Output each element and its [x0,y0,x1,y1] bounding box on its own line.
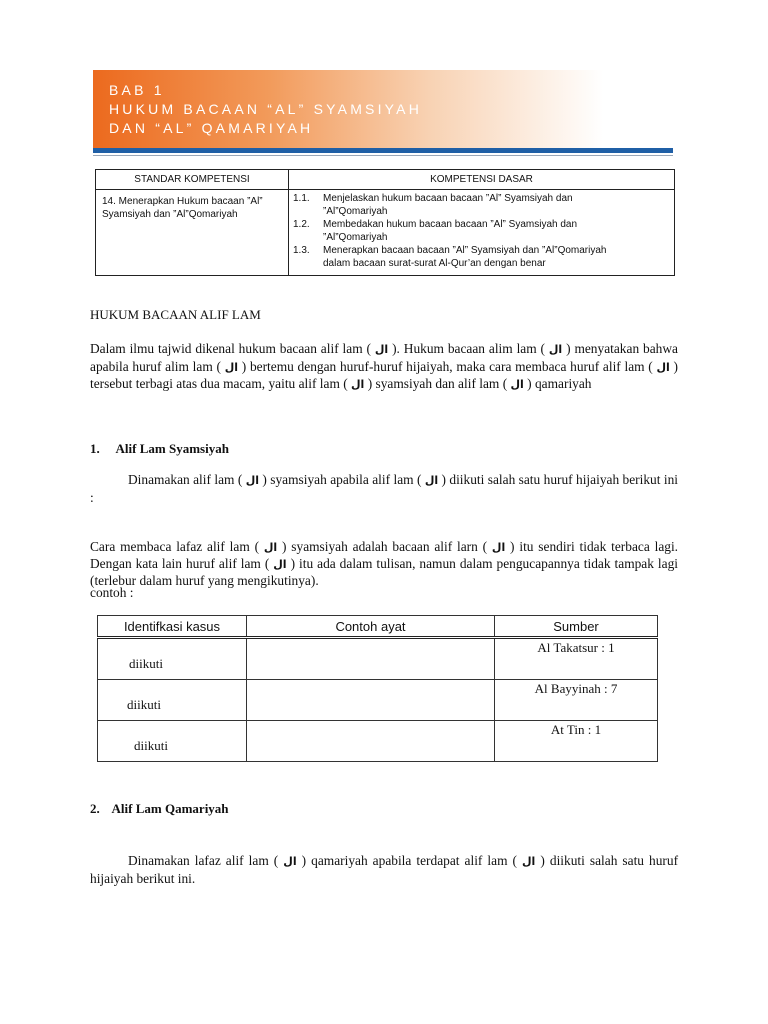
syamsiyah-definition: Dinamakan alif lam ( ال ) syamsiyah apabila alif lam ( ال ) diikuti salah satu huruf hijaiyah berikut ini : [90,472,679,505]
kd-line: ”Al”Qomariyah [323,206,388,217]
kd-line: Membedakan hukum bacaan bacaan ”Al” Syamsiyah dan [323,219,578,230]
qamariyah-text: diikuti salah satu huruf hijaiyah berikut ini. [90,853,679,886]
table-row [98,680,658,721]
kd-text [323,218,674,244]
header-contoh-ayat: Contoh ayat [247,616,495,638]
reading-text: Cara membaca lafaz alif lam [90,539,250,554]
kasus-text: diikuti [134,738,168,753]
intro-text: syamsiyah dan alif lam [375,376,500,391]
syamsiyah-text: syamsiyah apabila alif lam [270,472,414,487]
standar-kompetensi-cell [96,190,289,276]
qamariyah-text: qamariyah apabila terdapat alif lam [311,853,508,868]
syamsiyah-reading-rule: Cara membaca lafaz alif lam ( ال ) syamsiyah adalah bacaan alif larn ( ال ) itu sendiri tidak terbaca lagi. Dengan kata lain huruf alif lam ( ال ) itu ada dalam tulisan, namun dalam pengucapannya tidak tampak lagi (terlebur dalam huruf yang mengikutinya). [90,539,679,588]
reading-text: syamsiyah adalah bacaan alif larn [291,539,478,554]
kd-line: ”Al”Qomariyah [323,232,388,243]
section-title: HUKUM BACAAN ALIF LAM [90,307,261,322]
heading-text: Alif Lam Syamsiyah [115,441,229,456]
table-row [98,638,658,680]
qamariyah-definition: Dinamakan lafaz alif lam ( ال ) qamariyah apabila terdapat alif lam ( ال ) diikuti salah satu huruf hijaiyah berikut ini. [90,853,679,886]
kd-number: 1.3. [293,245,310,256]
intro-text: qamariyah [534,376,592,391]
qamariyah-text: Dinamakan lafaz alif lam [128,853,269,868]
kd-number: 1.2. [293,219,310,230]
intro-text: menyatakan bahwa apabila huruf alim lam [90,341,678,374]
header-identifikasi: Identifkasi kasus [98,616,247,638]
arabic-al: ال [283,855,297,868]
sumber-text: Al Bayyinah : 7 [534,681,618,696]
syamsiyah-text: Dinamakan alif lam [128,472,235,487]
arabic-al: ال [263,541,278,554]
arabic-al: ال [245,474,260,487]
kd-text [323,244,674,270]
kasus-text: diikuti [129,656,163,671]
heading-qamariyah [90,801,229,817]
sumber-text: At Tin : 1 [550,722,602,737]
table-header-row [98,616,658,638]
competency-table [95,169,675,276]
banner-divider-thin [93,155,673,156]
arabic-al: ال [374,343,389,356]
arabic-al: ال [548,343,563,356]
chapter-title-line1: HUKUM BACAAN “AL” SYAMSIYAH [109,101,423,117]
arabic-al: ال [351,378,365,391]
header-standar-kompetensi: STANDAR KOMPETENSI [96,170,289,190]
sumber-text: Al Takatsur : 1 [537,640,615,655]
header-sumber: Sumber [495,616,658,638]
arabic-al: ال [424,474,439,487]
arabic-al: ال [224,360,239,374]
kd-line: Menjelaskan hukum bacaan bacaan ”Al” Syamsiyah dan [323,193,573,204]
cell-kasus [98,680,247,721]
chapter-banner [93,70,673,148]
cell-ayat [247,721,495,762]
header-kompetensi-dasar: KOMPETENSI DASAR [289,170,675,190]
kasus-text: diikuti [127,697,161,712]
kd-item [289,218,674,244]
cell-ayat [247,680,495,721]
cell-ayat [247,638,495,680]
intro-text: Dalam ilmu tajwid dikenal hukum bacaan alif lam [90,341,363,356]
arabic-al: ال [656,360,670,374]
standar-kompetensi-text: 14. Menerapkan Hukum bacaan ”Al” Syamsiyah dan ”Al”Qomariyah [102,196,263,220]
heading-number: 1. [90,441,100,456]
kd-line: dalam bacaan surat-surat Al-Qur’an dengan benar [323,258,546,269]
kd-item [289,244,674,270]
intro-text: tersebut terbagi atas dua macam, yaitu alif lam [90,376,340,391]
cell-sumber [495,638,658,680]
heading-text: Alif Lam Qamariyah [111,801,229,816]
kd-text [323,192,674,218]
cell-kasus [98,638,247,680]
arabic-al: ال [522,855,536,868]
arabic-al: ال [491,541,506,554]
chapter-number: BAB 1 [109,82,165,98]
banner-divider [93,148,673,153]
heading-number: 2. [90,801,100,816]
reading-text: itu sendiri tidak terbaca lagi. Dengan kata lain huruf alif lam [90,539,679,571]
table-row [98,721,658,762]
intro-paragraph: Dalam ilmu tajwid dikenal hukum bacaan alif lam ( ال ). Hukum bacaan alim lam ( ال ) menyatakan bahwa apabila huruf alim lam ( ال ) bertemu dengan huruf-huruf hijaiyah, maka cara membaca huruf alif lam ( ال ) tersebut terbagi atas dua macam, yaitu alif lam ( ال ) syamsiyah dan alif lam ( ال ) qamariyah [90,341,679,391]
arabic-al: ال [273,558,287,571]
syamsiyah-text: diikuti salah satu huruf hijaiyah berikut ini : [90,472,679,505]
chapter-title-line2: DAN “AL” QAMARIYAH [109,120,314,136]
kd-item [289,192,674,218]
intro-text: bertemu dengan huruf-huruf hijaiyah, maka cara membaca huruf alif lam [249,358,645,374]
kd-number: 1.1. [293,193,310,204]
contoh-label: contoh : [90,585,134,600]
heading-syamsiyah [90,441,229,457]
cell-kasus [98,721,247,762]
kompetensi-dasar-cell [289,190,675,276]
reading-text: itu ada dalam tulisan, namun dalam pengucapannya tidak tampak lagi (terlebur dalam huruf yang mengikutinya). [90,556,679,588]
example-table [97,615,658,762]
cell-sumber [495,680,658,721]
intro-text: . Hukum bacaan alim lam [396,341,537,356]
cell-sumber [495,721,658,762]
arabic-al: ال [510,378,524,391]
kd-line: Menerapkan bacaan bacaan ”Al” Syamsiyah dan ”Al”Qomariyah [323,245,607,256]
